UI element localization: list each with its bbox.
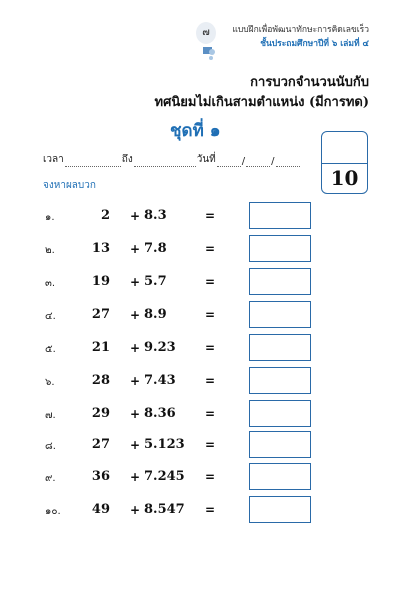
- problem-row: [0, 301, 411, 329]
- addend-b: 5.123: [144, 437, 185, 452]
- problem-row: [0, 463, 411, 491]
- plus-sign: +: [130, 308, 141, 322]
- problem-number: ๓.: [45, 278, 56, 289]
- problem-number: ๒.: [45, 245, 55, 256]
- plus-sign: +: [130, 209, 141, 223]
- info-line: [43, 152, 301, 167]
- problem-row: [0, 367, 411, 395]
- plus-sign: +: [130, 407, 141, 421]
- addend-a: 27: [91, 307, 110, 322]
- problem-number: ๙.: [45, 473, 56, 484]
- answer-box[interactable]: [249, 496, 311, 523]
- plus-sign: +: [130, 438, 141, 452]
- addend-b: 8.3: [144, 208, 167, 223]
- set-title: ชุดที่ ๑: [170, 121, 221, 141]
- to-label: ถึง: [121, 154, 133, 165]
- problem-row: [0, 431, 411, 459]
- date-separator: /: [271, 156, 275, 167]
- answer-box[interactable]: [249, 301, 311, 328]
- plus-sign: +: [130, 341, 141, 355]
- problem-row: [0, 400, 411, 428]
- problem-row: [0, 268, 411, 296]
- instruction: จงหาผลบวก: [43, 180, 96, 191]
- equals-sign: =: [205, 308, 216, 322]
- problem-number: ๖.: [45, 377, 55, 388]
- addend-a: 49: [91, 502, 110, 517]
- problem-number: ๑๐.: [45, 506, 61, 517]
- addend-b: 7.8: [144, 241, 167, 256]
- addend-b: 9.23: [144, 340, 176, 355]
- addend-b: 7.245: [144, 469, 185, 484]
- mascot-icon: [202, 46, 216, 62]
- score-divider: [322, 163, 367, 164]
- answer-box[interactable]: [249, 367, 311, 394]
- problem-row: [0, 334, 411, 362]
- addend-a: 19: [91, 274, 110, 289]
- series-title: แบบฝึกเพื่อพัฒนาทักษะการคิดเลขเร็ว: [232, 25, 369, 35]
- year-field[interactable]: [276, 157, 300, 167]
- problem-number: ๔.: [45, 311, 56, 322]
- title-line-1: การบวกจำนวนนับกับ: [250, 75, 369, 90]
- equals-sign: =: [205, 407, 216, 421]
- start-time-field[interactable]: [65, 157, 121, 167]
- addend-a: 21: [91, 340, 110, 355]
- equals-sign: =: [205, 242, 216, 256]
- answer-box[interactable]: [249, 334, 311, 361]
- equals-sign: =: [205, 374, 216, 388]
- grade-line: ชั้นประถมศึกษาปีที่ ๖ เล่มที่ ๔: [260, 39, 369, 49]
- problem-row: [0, 202, 411, 230]
- month-field[interactable]: [246, 157, 270, 167]
- problem-row: [0, 496, 411, 524]
- end-time-field[interactable]: [134, 157, 196, 167]
- answer-box[interactable]: [249, 431, 311, 458]
- addend-a: 27: [91, 437, 110, 452]
- addend-b: 8.9: [144, 307, 167, 322]
- answer-box[interactable]: [249, 463, 311, 490]
- addend-a: 13: [91, 241, 110, 256]
- answer-box[interactable]: [249, 268, 311, 295]
- equals-sign: =: [205, 341, 216, 355]
- equals-sign: =: [205, 503, 216, 517]
- title-line-2: ทศนิยมไม่เกินสามตำแหน่ง (มีการทด): [154, 95, 369, 110]
- date-label: วันที่: [196, 154, 216, 165]
- problem-number: ๕.: [45, 344, 56, 355]
- addend-a: 36: [91, 469, 110, 484]
- score-total: 10: [330, 166, 359, 190]
- addend-b: 5.7: [144, 274, 167, 289]
- answer-box[interactable]: [249, 400, 311, 427]
- equals-sign: =: [205, 438, 216, 452]
- date-separator: /: [241, 156, 246, 167]
- equals-sign: =: [205, 209, 216, 223]
- time-label: เวลา: [43, 154, 64, 165]
- addend-a: 28: [91, 373, 110, 388]
- day-field[interactable]: [217, 157, 241, 167]
- answer-box[interactable]: [249, 235, 311, 262]
- addend-b: 8.547: [144, 502, 185, 517]
- addend-a: 2: [100, 208, 110, 223]
- problem-number: ๑.: [45, 212, 55, 223]
- problem-number: ๗.: [45, 410, 56, 421]
- plus-sign: +: [130, 374, 141, 388]
- problem-row: [0, 235, 411, 263]
- addend-b: 7.43: [144, 373, 176, 388]
- plus-sign: +: [130, 470, 141, 484]
- plus-sign: +: [130, 242, 141, 256]
- plus-sign: +: [130, 275, 141, 289]
- equals-sign: =: [205, 275, 216, 289]
- answer-box[interactable]: [249, 202, 311, 229]
- problem-number: ๘.: [45, 441, 56, 452]
- equals-sign: =: [205, 470, 216, 484]
- page-number: ๗: [196, 22, 216, 44]
- plus-sign: +: [130, 503, 141, 517]
- addend-b: 8.36: [144, 406, 176, 421]
- addend-a: 29: [91, 406, 110, 421]
